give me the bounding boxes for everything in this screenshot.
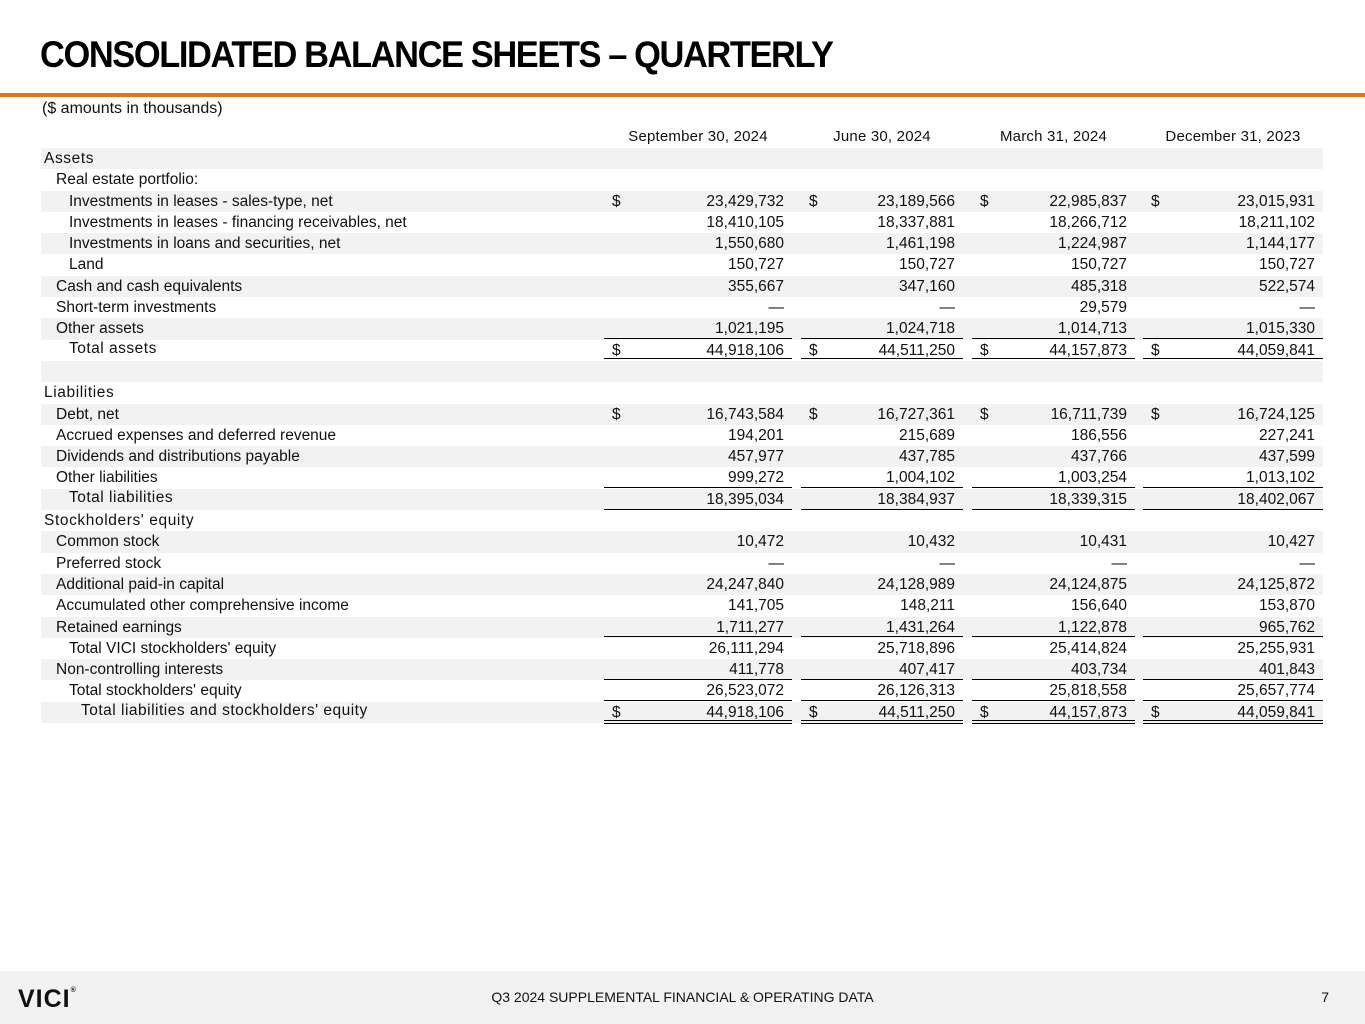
- cell-value: 18,410,105: [706, 213, 784, 231]
- cell-value: 24,128,989: [877, 575, 955, 593]
- value-cell: [801, 553, 963, 574]
- table-row: [41, 617, 1323, 638]
- table-row: [41, 531, 1323, 552]
- value-cell: [801, 659, 963, 680]
- value-cell: [801, 233, 963, 254]
- table-row: [41, 404, 1323, 425]
- cell-value: —: [768, 299, 784, 317]
- value-cell: [604, 595, 792, 616]
- value-cell: [972, 659, 1135, 680]
- value-cell: [1143, 212, 1323, 233]
- value-cell: [972, 297, 1135, 318]
- value-cell: [604, 318, 792, 339]
- value-cell: [801, 467, 963, 488]
- cell-value: 25,818,558: [1049, 682, 1127, 700]
- value-cell: [604, 531, 792, 552]
- cell-value: 1,711,277: [716, 618, 784, 636]
- cell-value: 401,843: [1258, 661, 1315, 679]
- value-cell: [1143, 595, 1323, 616]
- value-cell: [1143, 702, 1323, 724]
- table-row: [41, 553, 1323, 574]
- value-cell: [972, 680, 1135, 701]
- value-cell: [1143, 638, 1323, 659]
- column-header: March 31, 2024: [972, 128, 1135, 150]
- cell-value: 25,718,896: [877, 639, 955, 657]
- cell-value: 522,574: [1258, 277, 1315, 295]
- cell-value: —: [939, 554, 955, 572]
- cell-value: 215,689: [898, 426, 955, 444]
- value-cell: [801, 617, 963, 638]
- value-cell: [604, 553, 792, 574]
- cell-value: 18,384,937: [877, 490, 955, 508]
- cell-value: 999,272: [727, 469, 784, 487]
- cell-value: 16,711,739: [1050, 405, 1127, 423]
- value-cell: [1143, 340, 1323, 362]
- dollar-sign: $: [1151, 703, 1160, 721]
- table-row: [41, 638, 1323, 659]
- value-cell: [972, 574, 1135, 595]
- value-cell: [604, 659, 792, 680]
- cell-value: 403,734: [1070, 661, 1127, 679]
- cell-value: 355,667: [727, 277, 784, 295]
- row-label: Investments in loans and securities, net: [69, 235, 341, 253]
- value-cell: [801, 425, 963, 446]
- table-row: [41, 340, 1323, 361]
- value-cell: [604, 340, 792, 362]
- table-row: [41, 680, 1323, 701]
- table-row: [41, 659, 1323, 680]
- cell-value: 24,125,872: [1237, 575, 1315, 593]
- accent-rule: [0, 93, 1365, 97]
- value-cell: [1143, 489, 1323, 510]
- cell-value: 26,126,313: [877, 682, 955, 700]
- row-label: Additional paid-in capital: [56, 575, 225, 593]
- cell-value: —: [1299, 299, 1315, 317]
- cell-value: 24,124,875: [1049, 575, 1127, 593]
- cell-value: 10,427: [1267, 533, 1315, 551]
- cell-value: 150,727: [898, 256, 955, 274]
- table-row: [41, 446, 1323, 467]
- value-cell: [801, 680, 963, 701]
- cell-value: 44,511,250: [878, 703, 955, 721]
- cell-value: 485,318: [1070, 277, 1127, 295]
- value-cell: [972, 489, 1135, 510]
- cell-value: 1,015,330: [1246, 320, 1315, 338]
- value-cell: [604, 233, 792, 254]
- value-cell: [1143, 680, 1323, 701]
- value-cell: [1143, 254, 1323, 275]
- cell-value: 153,870: [1258, 597, 1315, 615]
- table-row: [41, 318, 1323, 339]
- table-row: [41, 574, 1323, 595]
- cell-value: 1,431,264: [886, 618, 955, 636]
- cell-value: —: [939, 299, 955, 317]
- value-cell: [972, 638, 1135, 659]
- row-label: Short-term investments: [56, 299, 217, 317]
- value-cell: [972, 191, 1135, 212]
- cell-value: 150,727: [1070, 256, 1127, 274]
- value-cell: [1143, 446, 1323, 467]
- value-cell: [604, 297, 792, 318]
- cell-value: 25,414,824: [1049, 639, 1127, 657]
- value-cell: [604, 254, 792, 275]
- cell-value: 18,266,712: [1049, 213, 1127, 231]
- value-cell: [604, 276, 792, 297]
- dollar-sign: $: [809, 703, 818, 721]
- value-cell: [801, 254, 963, 275]
- value-cell: [604, 425, 792, 446]
- value-cell: [1143, 425, 1323, 446]
- cell-value: 10,431: [1079, 533, 1127, 551]
- value-cell: [1143, 233, 1323, 254]
- row-label: Assets: [44, 150, 95, 167]
- value-cell: [801, 446, 963, 467]
- row-label: Investments in leases - financing receivables, net: [69, 213, 407, 231]
- dollar-sign: $: [612, 405, 621, 423]
- cell-value: 1,013,102: [1246, 469, 1315, 487]
- row-label: Investments in leases - sales-type, net: [69, 192, 333, 210]
- cell-value: 44,918,106: [706, 703, 784, 721]
- row-label: Total liabilities and stockholders' equity: [81, 701, 368, 719]
- column-header: June 30, 2024: [801, 128, 963, 150]
- cell-value: 44,059,841: [1237, 341, 1315, 359]
- dollar-sign: $: [980, 192, 989, 210]
- dollar-sign: $: [809, 192, 818, 210]
- row-label: Dividends and distributions payable: [56, 448, 300, 466]
- cell-value: 25,255,931: [1237, 639, 1315, 657]
- value-cell: [604, 574, 792, 595]
- column-header: September 30, 2024: [604, 128, 792, 150]
- row-label: Total assets: [69, 339, 157, 357]
- value-cell: [972, 340, 1135, 362]
- value-cell: [972, 318, 1135, 339]
- table-row: [41, 254, 1323, 275]
- cell-value: 194,201: [727, 426, 784, 444]
- cell-value: 148,211: [900, 597, 955, 615]
- cell-value: 437,599: [1258, 448, 1315, 466]
- cell-value: 24,247,840: [706, 575, 784, 593]
- value-cell: [801, 212, 963, 233]
- row-label: Debt, net: [56, 405, 119, 423]
- cell-value: 23,189,566: [877, 192, 955, 210]
- value-cell: [604, 617, 792, 638]
- value-cell: [1143, 276, 1323, 297]
- value-cell: [972, 425, 1135, 446]
- value-cell: [801, 531, 963, 552]
- value-cell: [972, 531, 1135, 552]
- dollar-sign: $: [612, 341, 621, 359]
- value-cell: [1143, 553, 1323, 574]
- value-cell: [972, 276, 1135, 297]
- cell-value: 1,024,718: [886, 320, 955, 338]
- cell-value: 457,977: [727, 448, 784, 466]
- cell-value: 1,461,198: [886, 235, 955, 253]
- vici-logo: VICI®: [18, 985, 77, 1013]
- page-number: 7: [1321, 989, 1329, 1005]
- table-row: [41, 276, 1323, 297]
- value-cell: [604, 680, 792, 701]
- row-label: Cash and cash equivalents: [56, 277, 243, 295]
- value-cell: [604, 638, 792, 659]
- row-label: Retained earnings: [56, 618, 182, 636]
- value-cell: [604, 467, 792, 488]
- dollar-sign: $: [612, 192, 621, 210]
- column-header: December 31, 2023: [1143, 128, 1323, 150]
- dollar-sign: $: [612, 703, 621, 721]
- value-cell: [972, 404, 1135, 425]
- row-label: Real estate portfolio:: [56, 171, 199, 189]
- cell-value: 25,657,774: [1237, 682, 1315, 700]
- table-row: [41, 595, 1323, 616]
- value-cell: [604, 489, 792, 510]
- cell-value: 407,417: [898, 661, 955, 679]
- cell-value: 437,766: [1070, 448, 1127, 466]
- cell-value: 186,556: [1070, 426, 1127, 444]
- cell-value: 437,785: [898, 448, 955, 466]
- value-cell: [604, 191, 792, 212]
- table-row: [41, 191, 1323, 212]
- cell-value: 1,014,713: [1058, 320, 1127, 338]
- value-cell: [801, 318, 963, 339]
- value-cell: [1143, 404, 1323, 425]
- dollar-sign: $: [980, 405, 989, 423]
- cell-value: 10,432: [907, 533, 955, 551]
- cell-value: —: [1111, 554, 1127, 572]
- dollar-sign: $: [1151, 341, 1160, 359]
- value-cell: [801, 702, 963, 724]
- cell-value: 44,918,106: [706, 341, 784, 359]
- cell-value: 965,762: [1258, 618, 1315, 636]
- cell-value: 23,429,732: [706, 192, 784, 210]
- value-cell: [972, 212, 1135, 233]
- cell-value: 18,211,102: [1238, 213, 1315, 231]
- value-cell: [801, 638, 963, 659]
- table-row: [41, 510, 1323, 531]
- footer: [0, 971, 1365, 1024]
- row-label: Other assets: [56, 320, 144, 338]
- value-cell: [972, 595, 1135, 616]
- value-cell: [1143, 531, 1323, 552]
- table-row: [41, 467, 1323, 488]
- cell-value: 411,778: [729, 661, 784, 679]
- value-cell: [604, 404, 792, 425]
- cell-value: 1,003,254: [1058, 469, 1127, 487]
- cell-value: 44,157,873: [1049, 703, 1127, 721]
- cell-value: 26,523,072: [706, 682, 784, 700]
- table-row: [41, 361, 1323, 382]
- value-cell: [1143, 191, 1323, 212]
- cell-value: 347,160: [898, 277, 955, 295]
- table-row: [41, 148, 1323, 169]
- table-row: [41, 233, 1323, 254]
- value-cell: [801, 340, 963, 362]
- cell-value: 1,224,987: [1058, 235, 1127, 253]
- cell-value: 29,579: [1079, 299, 1127, 317]
- row-label: Liabilities: [44, 384, 115, 402]
- value-cell: [1143, 574, 1323, 595]
- balance-sheet-table: [41, 148, 1323, 723]
- cell-value: 141,705: [727, 597, 784, 615]
- value-cell: [801, 191, 963, 212]
- row-label: Land: [69, 256, 104, 274]
- page-title: CONSOLIDATED BALANCE SHEETS – QUARTERLY: [40, 34, 833, 75]
- value-cell: [972, 553, 1135, 574]
- value-cell: [801, 489, 963, 510]
- dollar-sign: $: [1151, 405, 1160, 423]
- row-label: Other liabilities: [56, 469, 158, 487]
- cell-value: 1,122,878: [1058, 618, 1127, 636]
- cell-value: 44,059,841: [1237, 703, 1315, 721]
- value-cell: [1143, 318, 1323, 339]
- row-label: Stockholders' equity: [44, 512, 195, 530]
- dollar-sign: $: [809, 405, 818, 423]
- table-row: [41, 297, 1323, 318]
- value-cell: [1143, 467, 1323, 488]
- value-cell: [801, 404, 963, 425]
- value-cell: [1143, 297, 1323, 318]
- value-cell: [972, 467, 1135, 488]
- dollar-sign: $: [980, 703, 989, 721]
- cell-value: 1,021,195: [715, 320, 784, 338]
- value-cell: [801, 574, 963, 595]
- cell-value: 156,640: [1070, 597, 1127, 615]
- cell-value: —: [768, 554, 784, 572]
- cell-value: 18,337,881: [877, 213, 955, 231]
- table-row: [41, 489, 1323, 510]
- row-label: Accrued expenses and deferred revenue: [56, 426, 337, 444]
- row-label: Total liabilities: [69, 488, 174, 506]
- value-cell: [801, 297, 963, 318]
- cell-value: 16,727,361: [877, 405, 955, 423]
- cell-value: 16,724,125: [1237, 405, 1315, 423]
- value-cell: [604, 702, 792, 724]
- row-label: Accumulated other comprehensive income: [56, 597, 349, 615]
- cell-value: 18,402,067: [1237, 490, 1315, 508]
- dollar-sign: $: [1151, 192, 1160, 210]
- table-row: [41, 169, 1323, 190]
- cell-value: 18,395,034: [706, 490, 784, 508]
- cell-value: 16,743,584: [706, 405, 784, 423]
- row-label: Preferred stock: [56, 554, 162, 572]
- value-cell: [972, 233, 1135, 254]
- cell-value: 1,144,177: [1246, 235, 1315, 253]
- row-label: Total VICI stockholders' equity: [69, 639, 277, 657]
- row-label: Common stock: [56, 533, 160, 551]
- value-cell: [972, 254, 1135, 275]
- cell-value: 44,511,250: [878, 341, 955, 359]
- row-label: Non-controlling interests: [56, 661, 224, 679]
- cell-value: 1,004,102: [886, 469, 955, 487]
- cell-value: 150,727: [1258, 256, 1315, 274]
- value-cell: [972, 617, 1135, 638]
- cell-value: —: [1299, 554, 1315, 572]
- cell-value: 26,111,294: [708, 639, 784, 657]
- cell-value: 23,015,931: [1237, 192, 1315, 210]
- value-cell: [1143, 617, 1323, 638]
- row-label: Total stockholders' equity: [69, 682, 242, 700]
- value-cell: [801, 595, 963, 616]
- footer-text: Q3 2024 SUPPLEMENTAL FINANCIAL & OPERATING DATA: [491, 989, 874, 1005]
- cell-value: 150,727: [727, 256, 784, 274]
- table-row: [41, 425, 1323, 446]
- cell-value: 22,985,837: [1049, 192, 1127, 210]
- table-row: [41, 702, 1323, 723]
- cell-value: 44,157,873: [1049, 341, 1127, 359]
- units-note: ($ amounts in thousands): [42, 100, 223, 117]
- cell-value: 1,550,680: [715, 235, 784, 253]
- dollar-sign: $: [809, 341, 818, 359]
- table-row: [41, 382, 1323, 403]
- cell-value: 18,339,315: [1049, 490, 1127, 508]
- cell-value: 227,241: [1258, 426, 1315, 444]
- table-row: [41, 212, 1323, 233]
- dollar-sign: $: [980, 341, 989, 359]
- value-cell: [801, 276, 963, 297]
- value-cell: [972, 446, 1135, 467]
- value-cell: [604, 446, 792, 467]
- value-cell: [972, 702, 1135, 724]
- value-cell: [1143, 659, 1323, 680]
- value-cell: [604, 212, 792, 233]
- cell-value: 10,472: [736, 533, 784, 551]
